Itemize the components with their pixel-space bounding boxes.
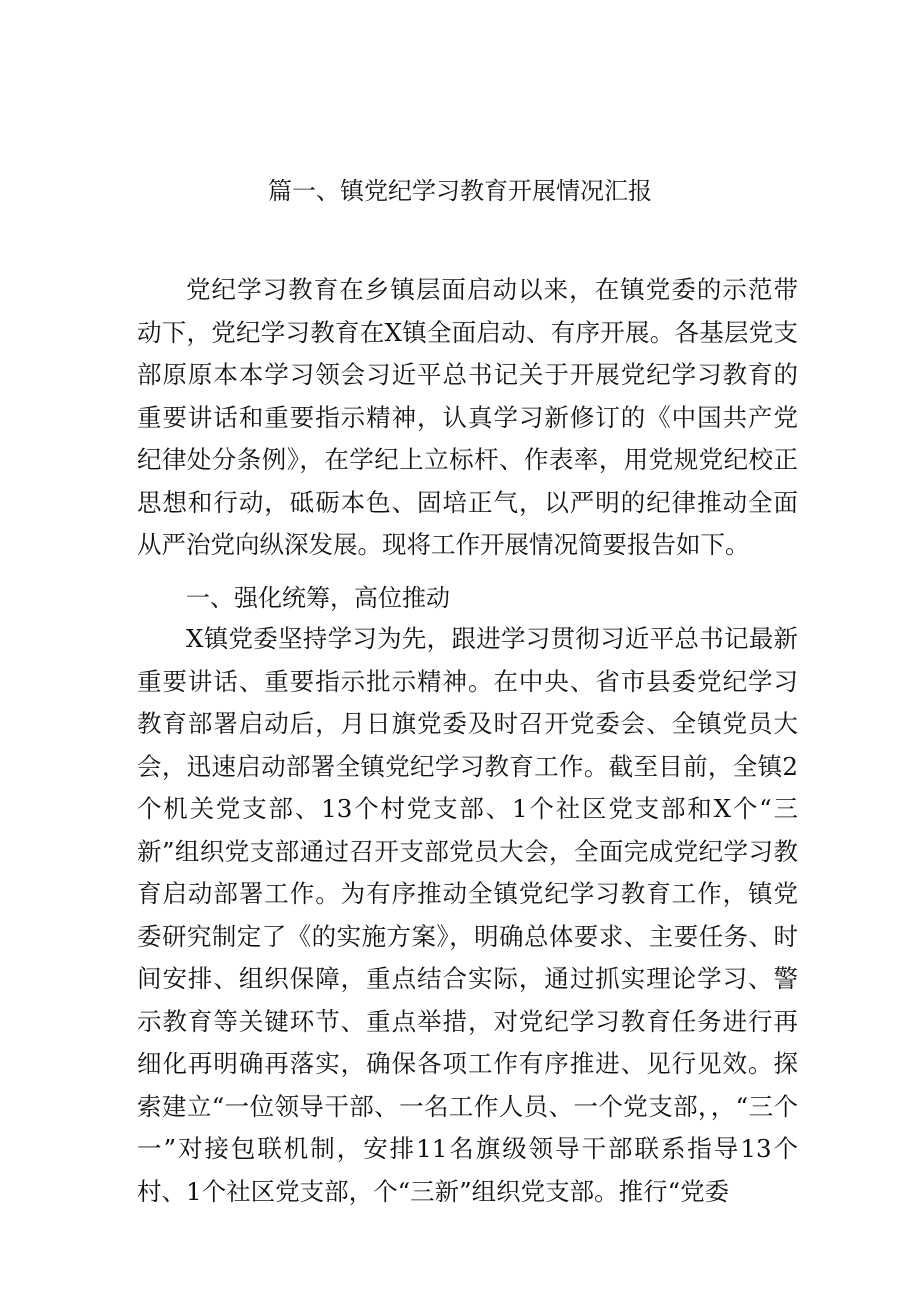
section-1-paragraph: X镇党委坚持学习为先，跟进学习贯彻习近平总书记最新重要讲话、重要指示批示精神。在中央、省市县委党纪学习教育部署启动后，月日旗党委及时召开党委会、全镇党员大会，迅速启动部署全镇党纪学习教育工作。截至目前，全镇2个机关党支部、13个村党支部、1个社区党支部和X个“三新”组织党支部通过召开支部党员大会，全面完成党纪学习教育启动部署工作。为有序推动全镇党纪学习教育工作，镇党委研究制定了《的实施方案》，明确总体要求、主要任务、时间安排、组织保障，重点结合实际，通过抓实理论学习、警示教育等关键环节、重点举措，对党纪学习教育任务进行再细化再明确再落实，确保各项工作有序推进、见行见效。探索建立“一位领导干部、一名工作人员、一个党支部，，“三个一”对接包联机制，安排11名旗级领导干部联系指导13个村、1个社区党支部，个“三新”组织党支部。推行“党委 [137, 624, 798, 1206]
section-heading-1: 一、强化统筹，高位推动 [186, 584, 450, 612]
intro-paragraph: 党纪学习教育在乡镇层面启动以来，在镇党委的示范带动下，党纪学习教育在X镇全面启动、有序开展。各基层党支部原原本本学习领会习近平总书记关于开展党纪学习教育的重要讲话和重要指示精神，认真学习新修订的《中国共产党纪律处分条例》，在学纪上立标杆、作表率，用党规党纪校正思想和行动，砥砺本色、固培正气，以严明的纪律推动全面从严治党向纵深发展。现将工作开展情况简要报告如下。 [137, 275, 798, 559]
document-title: 篇一、镇党纪学习教育开展情况汇报 [268, 177, 652, 205]
